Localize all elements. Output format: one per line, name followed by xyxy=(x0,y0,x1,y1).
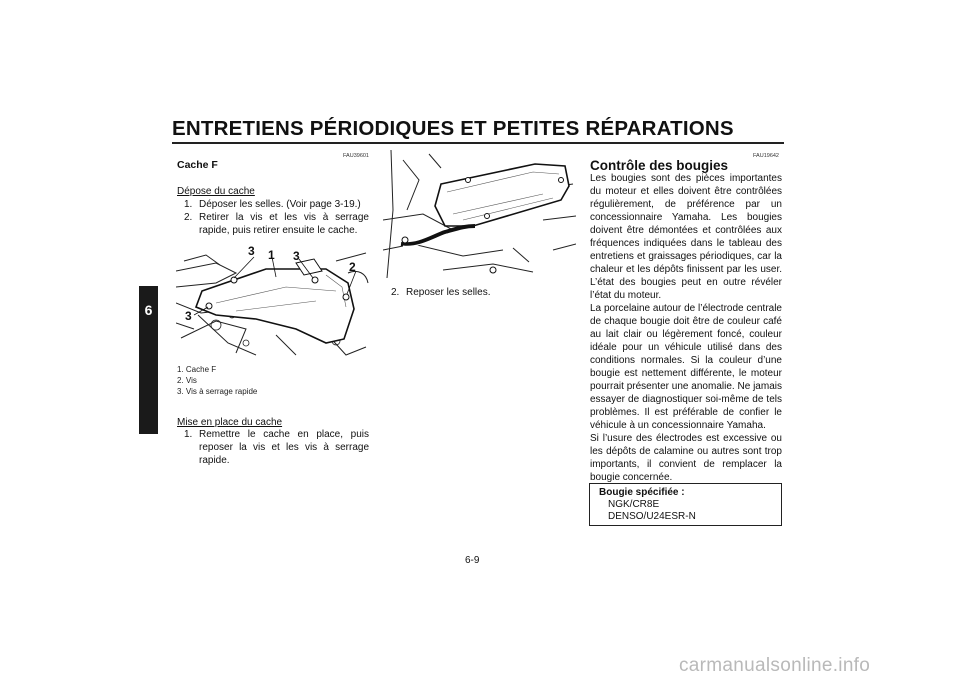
figure-legend xyxy=(177,364,257,397)
seat-figure xyxy=(383,150,576,278)
callout-label: 2 xyxy=(349,260,356,274)
title-divider xyxy=(172,142,784,144)
callout-label: 3 xyxy=(248,244,255,258)
spark-plug-heading: Contrôle des bougies xyxy=(590,158,729,173)
reinstall-step xyxy=(391,286,576,299)
spec-label: Bougie spécifiée : xyxy=(599,487,685,498)
spark-plug-text xyxy=(590,172,782,484)
motorcycle-side-cover-illustration xyxy=(176,243,369,358)
motorcycle-seat-area-illustration xyxy=(383,150,576,278)
step-text: Déposer les selles. (Voir page 3-19.) xyxy=(199,199,361,210)
step-number: 2. xyxy=(184,212,193,223)
removal-subtitle: Dépose du cache xyxy=(177,186,255,197)
paragraph: Si l’usure des électrodes est excessive ou les dépôts de calamine ou autres sont trop importants, il convient de remplacer la bougie concernée. xyxy=(590,433,782,483)
chapter-tab-number: 6 xyxy=(144,302,153,318)
spark-plug-spec-box xyxy=(589,483,782,526)
spec-value: DENSO/U24ESR-N xyxy=(608,511,696,522)
chapter-tab xyxy=(139,286,158,434)
page-number: 6-9 xyxy=(465,555,480,566)
step-text: Remettre le cache en place, puis reposer la vis et les vis à serrage rapide. xyxy=(199,429,369,466)
right-section-code: FAU19642 xyxy=(753,153,779,159)
removal-step xyxy=(184,211,369,237)
cover-f-figure xyxy=(176,243,369,358)
legend-item: 2. Vis xyxy=(177,376,197,385)
install-subtitle: Mise en place du cache xyxy=(177,417,283,428)
removal-step xyxy=(184,198,369,211)
paragraph: Les bougies sont des pièces importantes du moteur et elles doivent être contrôlées régulièrement, de préférence par un concessionnaire Yamaha. Les bougies doivent être démontées et contrôlées aux fréquences indiquées dans le tableau des entretiens et graissages périodiques, car la chaleur et les dépôts finissent par les user. L’état des bougies peut en outre révéler l’état du moteur. xyxy=(590,173,782,301)
callout-label: 1 xyxy=(268,248,275,262)
step-number: 2. xyxy=(391,287,400,298)
paragraph: La porcelaine autour de l’électrode centrale de chaque bougie doit être de couleur café au lait clair ou légèrement foncé, couleur idéale pour un véhicule utilisé dans des conditions normales. Si la couleur d’une bougie est nettement différente, le moteur pourrait présenter une anomalie. Ne jamais essayer de diagnostiquer soi-même de tels problèmes. Il est préférable de confier le véhicule à un concessionnaire Yamaha. xyxy=(590,303,782,431)
removal-steps xyxy=(184,198,369,237)
callout-label: 3 xyxy=(293,249,300,263)
callout-label: 3 xyxy=(185,309,192,323)
step-number: 1. xyxy=(184,429,193,440)
reinstall-steps xyxy=(391,286,576,299)
left-section-code: FAU39601 xyxy=(343,153,369,159)
step-number: 1. xyxy=(184,199,193,210)
spec-value: NGK/CR8E xyxy=(608,499,660,510)
watermark: carmanualsonline.info xyxy=(679,655,871,676)
install-steps xyxy=(184,428,369,467)
install-step xyxy=(184,428,369,467)
step-text: Reposer les selles. xyxy=(406,287,491,298)
page-title: ENTRETIENS PÉRIODIQUES ET PETITES RÉPARATIONS xyxy=(172,117,734,140)
legend-item: 1. Cache F xyxy=(177,365,217,374)
cover-f-heading: Cache F xyxy=(177,159,218,171)
step-text: Retirer la vis et les vis à serrage rapide, puis retirer ensuite le cache. xyxy=(199,212,369,236)
legend-item: 3. Vis à serrage rapide xyxy=(177,387,258,396)
